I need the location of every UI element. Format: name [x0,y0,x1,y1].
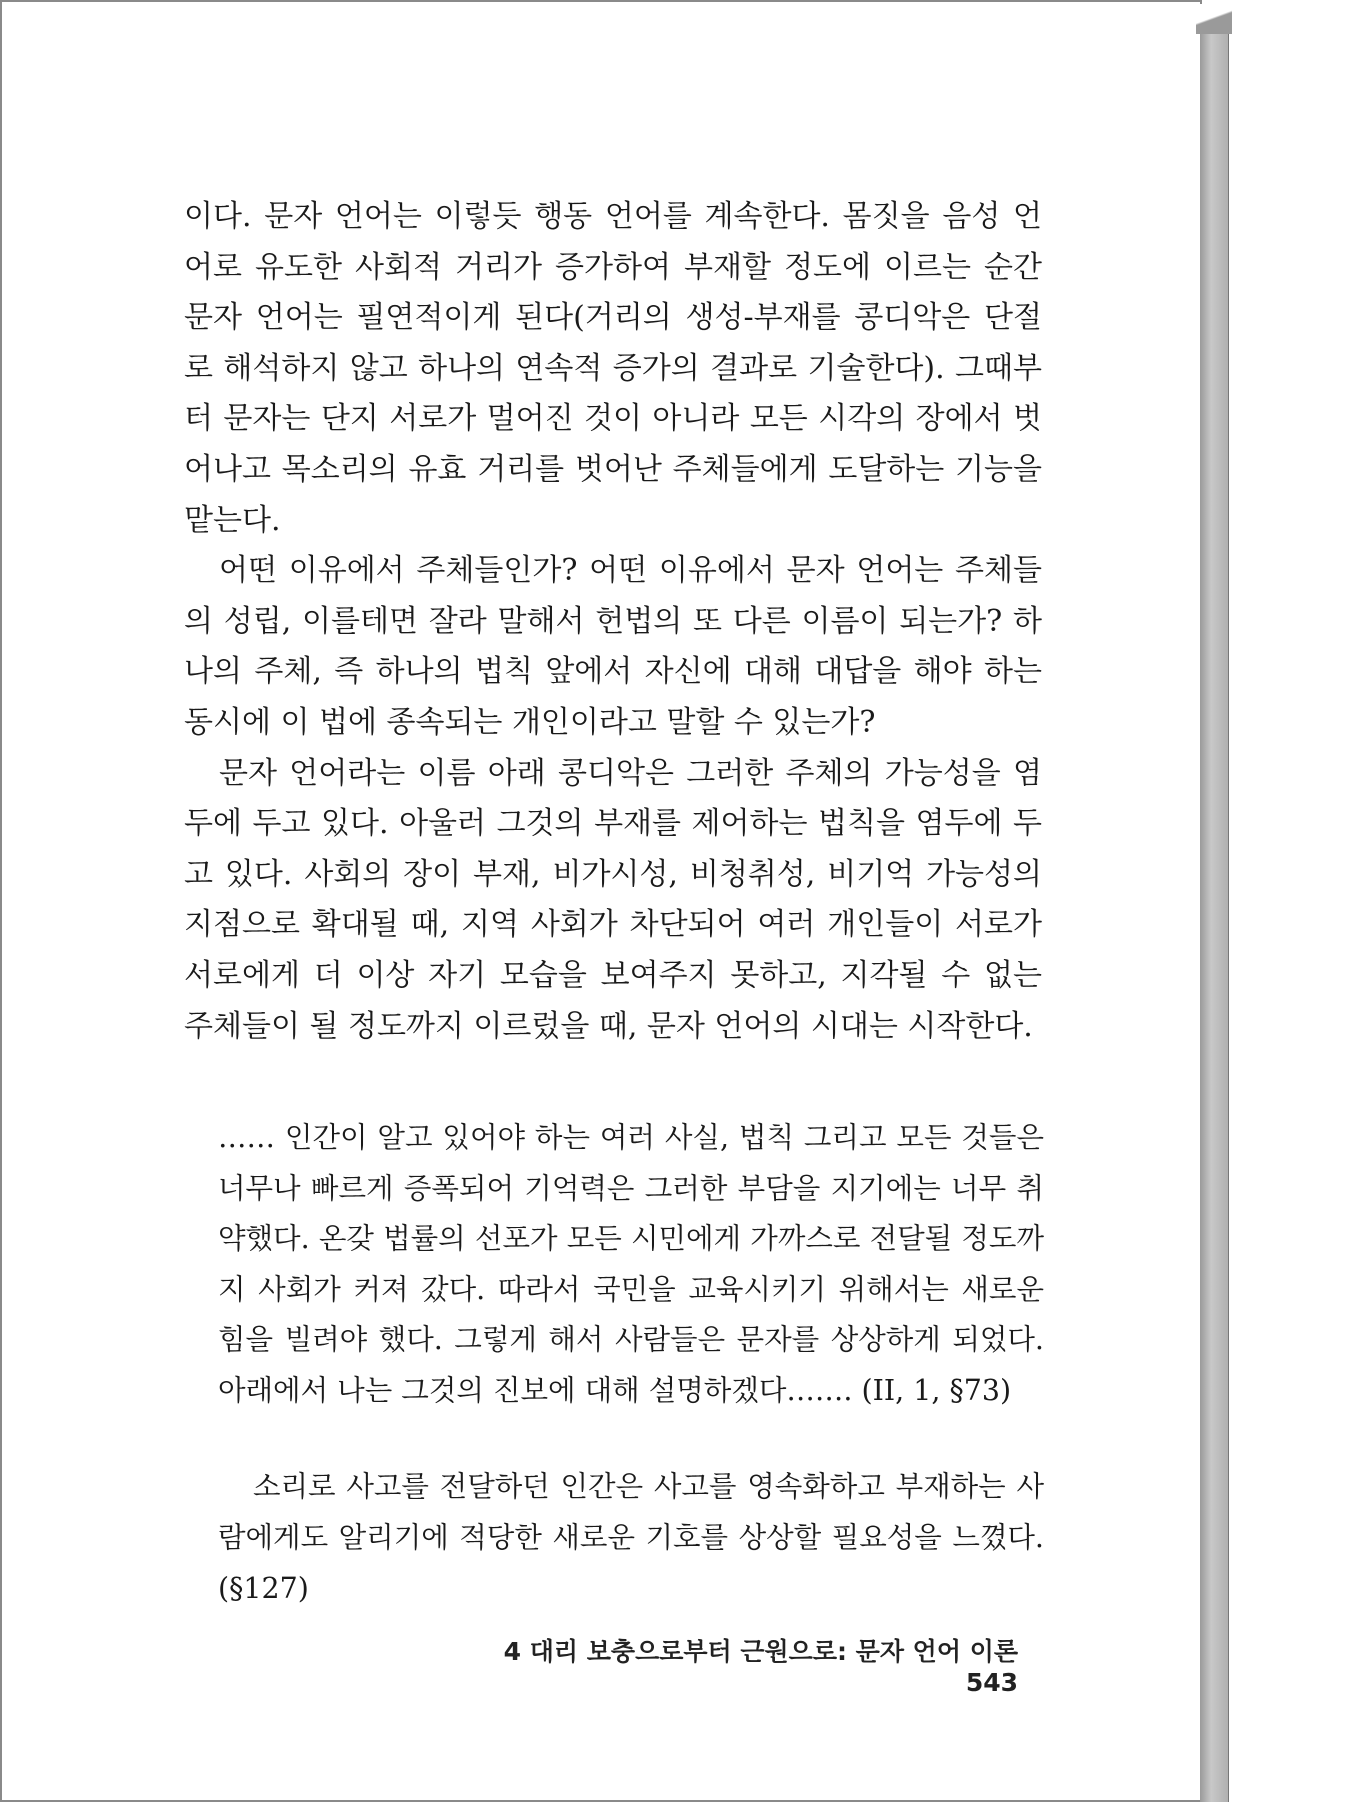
page-curl [1196,4,1232,34]
page-stack-edge [1200,4,1229,1802]
running-title: 4 대리 보충으로부터 근원으로: 문자 언어 이론 [503,1637,1018,1666]
running-footer [442,1632,1018,1697]
body-paragraph-2: 어떤 이유에서 주체들인가? 어떤 이유에서 문자 언어는 주체들의 성립, 이를테면 잘라 말해서 헌법의 또 다른 이름이 되는가? 하나의 주체, 즉 하나의 법칙 앞에서 자신에 대해 대답을 해야 하는 동시에 이 법에 종속되는 개인이라고 말할 수 있는가? [184,553,1042,740]
body-paragraph-1: 이다. 문자 언어는 이렇듯 행동 언어를 계속한다. 몸짓을 음성 언어로 유도한 사회적 거리가 증가하여 부재할 정도에 이르는 순간 문자 언어는 필연적이게 된다(거리의 생성-부재를 콩디악은 단절로 해석하지 않고 하나의 연속적 증가의 결과로 기술한다). 그때부터 문자는 단지 서로가 멀어진 것이 아니라 모든 시각의 장에서 벗어나고 목소리의 유효 거리를 벗어난 주체들에게 도달하는 기능을 맡는다. [184,199,1042,538]
page-number: 543 [965,1668,1018,1697]
block-quote-1-text: …… 인간이 알고 있어야 하는 여러 사실, 법칙 그리고 모든 것들은 너무나 빠르게 증폭되어 기억력은 그러한 부담을 지기에는 너무 취약했다. 온갖 법률의 선포가 모든 시민에게 가까스로 전달될 정도까지 사회가 커져 갔다. 따라서 국민을 교육시키기 위해서는 새로운 힘을 빌려야 했다. 그렇게 해서 사람들은 문자를 상상하게 되었다. 아래에서 나는 그것의 진보에 대해 설명하겠다……. (II, 1, §73) [218,1121,1044,1407]
body-paragraph-3: 문자 언어라는 이름 아래 콩디악은 그러한 주체의 가능성을 염두에 두고 있다. 아울러 그것의 부재를 제어하는 법칙을 염두에 두고 있다. 사회의 장이 부재, 비가시성, 비청취성, 비기억 가능성의 지점으로 확대될 때, 지역 사회가 차단되어 여러 개인들이 서로가 서로에게 더 이상 자기 모습을 보여주지 못하고, 지각될 수 없는 주체들이 될 정도까지 이르렀을 때, 문자 언어의 시대는 시작한다. [184,755,1042,1044]
block-quote-2 [218,1461,1044,1614]
main-body-text [184,192,1042,1052]
block-quote-2-text: 소리로 사고를 전달하던 인간은 사고를 영속화하고 부재하는 사람에게도 알리기에 적당한 새로운 기호를 상상할 필요성을 느꼈다. (§127) [218,1470,1044,1605]
block-quote-1 [218,1113,1044,1416]
